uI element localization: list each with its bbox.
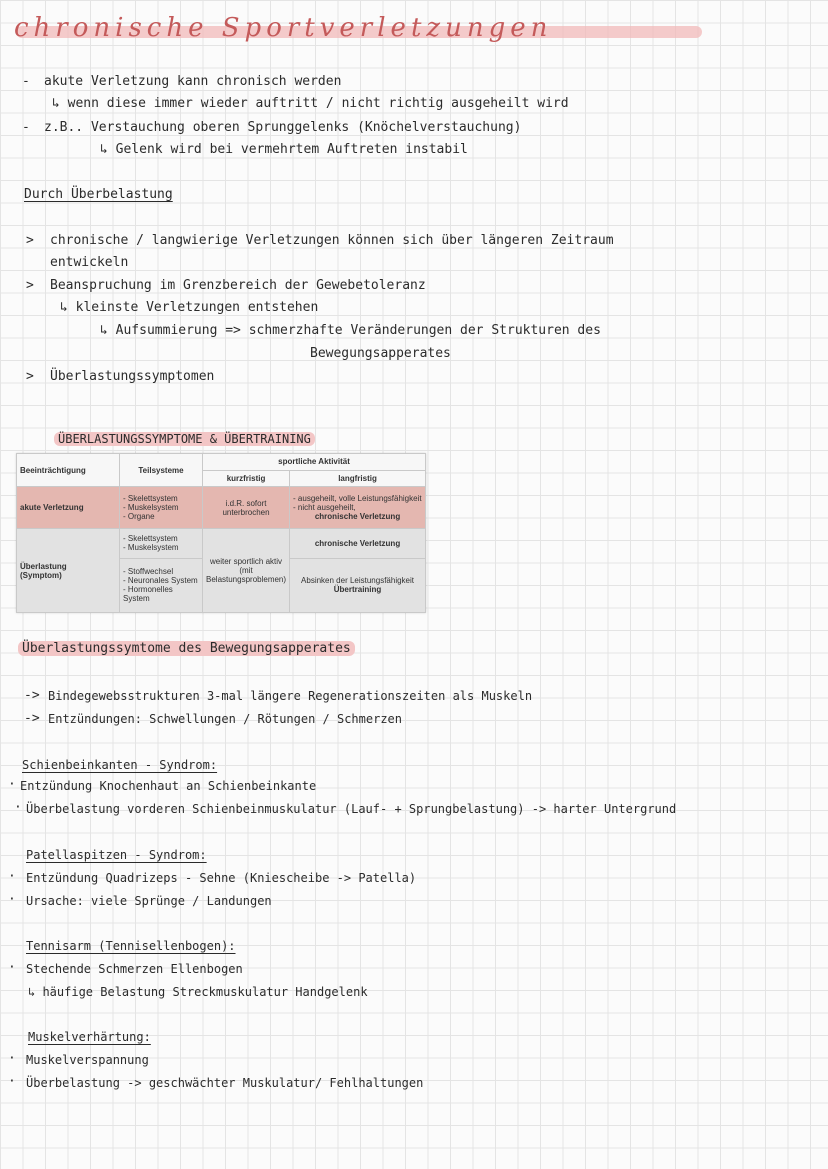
- bewegung-line-2: Entzündungen: Schwellungen / Rötungen / Schmerzen: [48, 712, 403, 726]
- table-cell-ueber-lang-1: chronische Verletzung: [290, 529, 426, 558]
- patella-line-1: Entzündung Quadrizeps - Sehne (Kniescheibe -> Patella): [26, 871, 417, 885]
- overload-table: [16, 453, 426, 613]
- table-cell-ueberlastung: Überlastung (Symptom): [17, 529, 120, 613]
- durch-line-3: Beanspruchung im Grenzbereich der Gewebetoleranz: [50, 278, 426, 293]
- table-cell-akut-teil: - Skelettsystem - Muskelsystem - Organe: [120, 487, 203, 529]
- bullet: >: [26, 369, 34, 384]
- dot-bullet: ·: [8, 869, 16, 884]
- dot-bullet: ·: [8, 1074, 16, 1089]
- durch-line-2: entwickeln: [50, 255, 129, 270]
- table-cell-ueber-lang-3: Übertraining: [333, 585, 382, 595]
- table-header-aktivitaet: sportliche Aktivität: [203, 454, 426, 471]
- table-cell-akut-kurz: i.d.R. sofort unterbrochen: [203, 487, 290, 529]
- durch-line-5: ↳ Aufsummierung => schmerzhafte Veränderungen der Strukturen des: [100, 323, 601, 338]
- table-cell-akut-lang-2: chronische Verletzung: [314, 512, 401, 522]
- intro-line-4: ↳ Gelenk wird bei vermehrtem Auftreten instabil: [100, 142, 468, 157]
- arrow-bullet: ->: [24, 688, 40, 703]
- table-cell-ueber-teil-2: - Stoffwechsel - Neuronales System - Hormonelles System: [120, 558, 203, 612]
- bullet: -: [22, 120, 30, 135]
- dot-bullet: ·: [8, 1051, 16, 1066]
- intro-line-3: z.B.. Verstauchung oberen Sprunggelenks (Knöchelverstauchung): [44, 120, 522, 135]
- durch-line-7: Überlastungssymptomen: [50, 369, 215, 384]
- bullet: -: [22, 74, 30, 89]
- table-cell-ueber-lang-2: Absinken der Leistungsfähigkeit: [301, 576, 414, 586]
- schienbein-line-2: Überbelastung vorderen Schienbeinmuskulatur (Lauf- + Sprungbelastung) -> harter Untergrund: [26, 802, 677, 816]
- section-heading-bewegung: Überlastungssymtome des Bewegungsapperates: [18, 641, 355, 656]
- muskel-line-1: Muskelverspannung: [26, 1053, 149, 1067]
- table-label: ÜBERLASTUNGSSYMPTOME & ÜBERTRAINING: [54, 432, 315, 446]
- table-cell-ueber-kurz: weiter sportlich aktiv (mit Belastungsproblemen): [203, 529, 290, 613]
- schienbein-line-1: Entzündung Knochenhaut an Schienbeinkante: [20, 779, 317, 793]
- section-heading-muskel: Muskelverhärtung:: [28, 1030, 151, 1044]
- page-title: chronische Sportverletzungen: [14, 13, 553, 43]
- bullet: >: [26, 233, 34, 248]
- section-heading-durch: Durch Überbelastung: [24, 187, 173, 202]
- dot-bullet: ·: [8, 892, 16, 907]
- section-heading-tennis: Tennisarm (Tennisellenbogen):: [26, 939, 236, 953]
- arrow-bullet: ->: [24, 711, 40, 726]
- table-header-langfristig: langfristig: [290, 470, 426, 487]
- dot-bullet: ·: [14, 800, 22, 815]
- intro-line-1: akute Verletzung kann chronisch werden: [44, 74, 342, 89]
- dot-bullet: ·: [8, 777, 16, 792]
- durch-line-6: Bewegungsapperates: [310, 346, 451, 361]
- bullet: >: [26, 278, 34, 293]
- intro-line-2: ↳ wenn diese immer wieder auftritt / nicht richtig ausgeheilt wird: [52, 96, 569, 111]
- section-heading-schienbein: Schienbeinkanten - Syndrom:: [22, 758, 218, 772]
- section-heading-patella: Patellaspitzen - Syndrom:: [26, 848, 207, 862]
- durch-line-1: chronische / langwierige Verletzungen können sich über längeren Zeitraum: [50, 233, 614, 248]
- table-cell-ueber-teil-1: - Skelettsystem - Muskelsystem: [120, 529, 203, 558]
- table-header-kurzfristig: kurzfristig: [203, 470, 290, 487]
- patella-line-2: Ursache: viele Sprünge / Landungen: [26, 894, 272, 908]
- dot-bullet: ·: [8, 960, 16, 975]
- tennis-line-1: Stechende Schmerzen Ellenbogen: [26, 962, 243, 976]
- table-cell-akut-lang: - ausgeheilt, volle Leistungsfähigkeit - nicht ausgeheilt,: [293, 494, 422, 513]
- table-header-beeintraechtigung: Beeinträchtigung: [17, 454, 120, 487]
- bewegung-line-1: Bindegewebsstrukturen 3-mal längere Regenerationszeiten als Muskeln: [48, 689, 533, 703]
- tennis-line-2: ↳ häufige Belastung Streckmuskulatur Handgelenk: [28, 985, 368, 999]
- muskel-line-2: Überbelastung -> geschwächter Muskulatur/ Fehlhaltungen: [26, 1076, 424, 1090]
- table-header-teilsysteme: Teilsysteme: [120, 454, 203, 487]
- durch-line-4: ↳ kleinste Verletzungen entstehen: [60, 300, 319, 315]
- table-cell-akut: akute Verletzung: [17, 487, 120, 529]
